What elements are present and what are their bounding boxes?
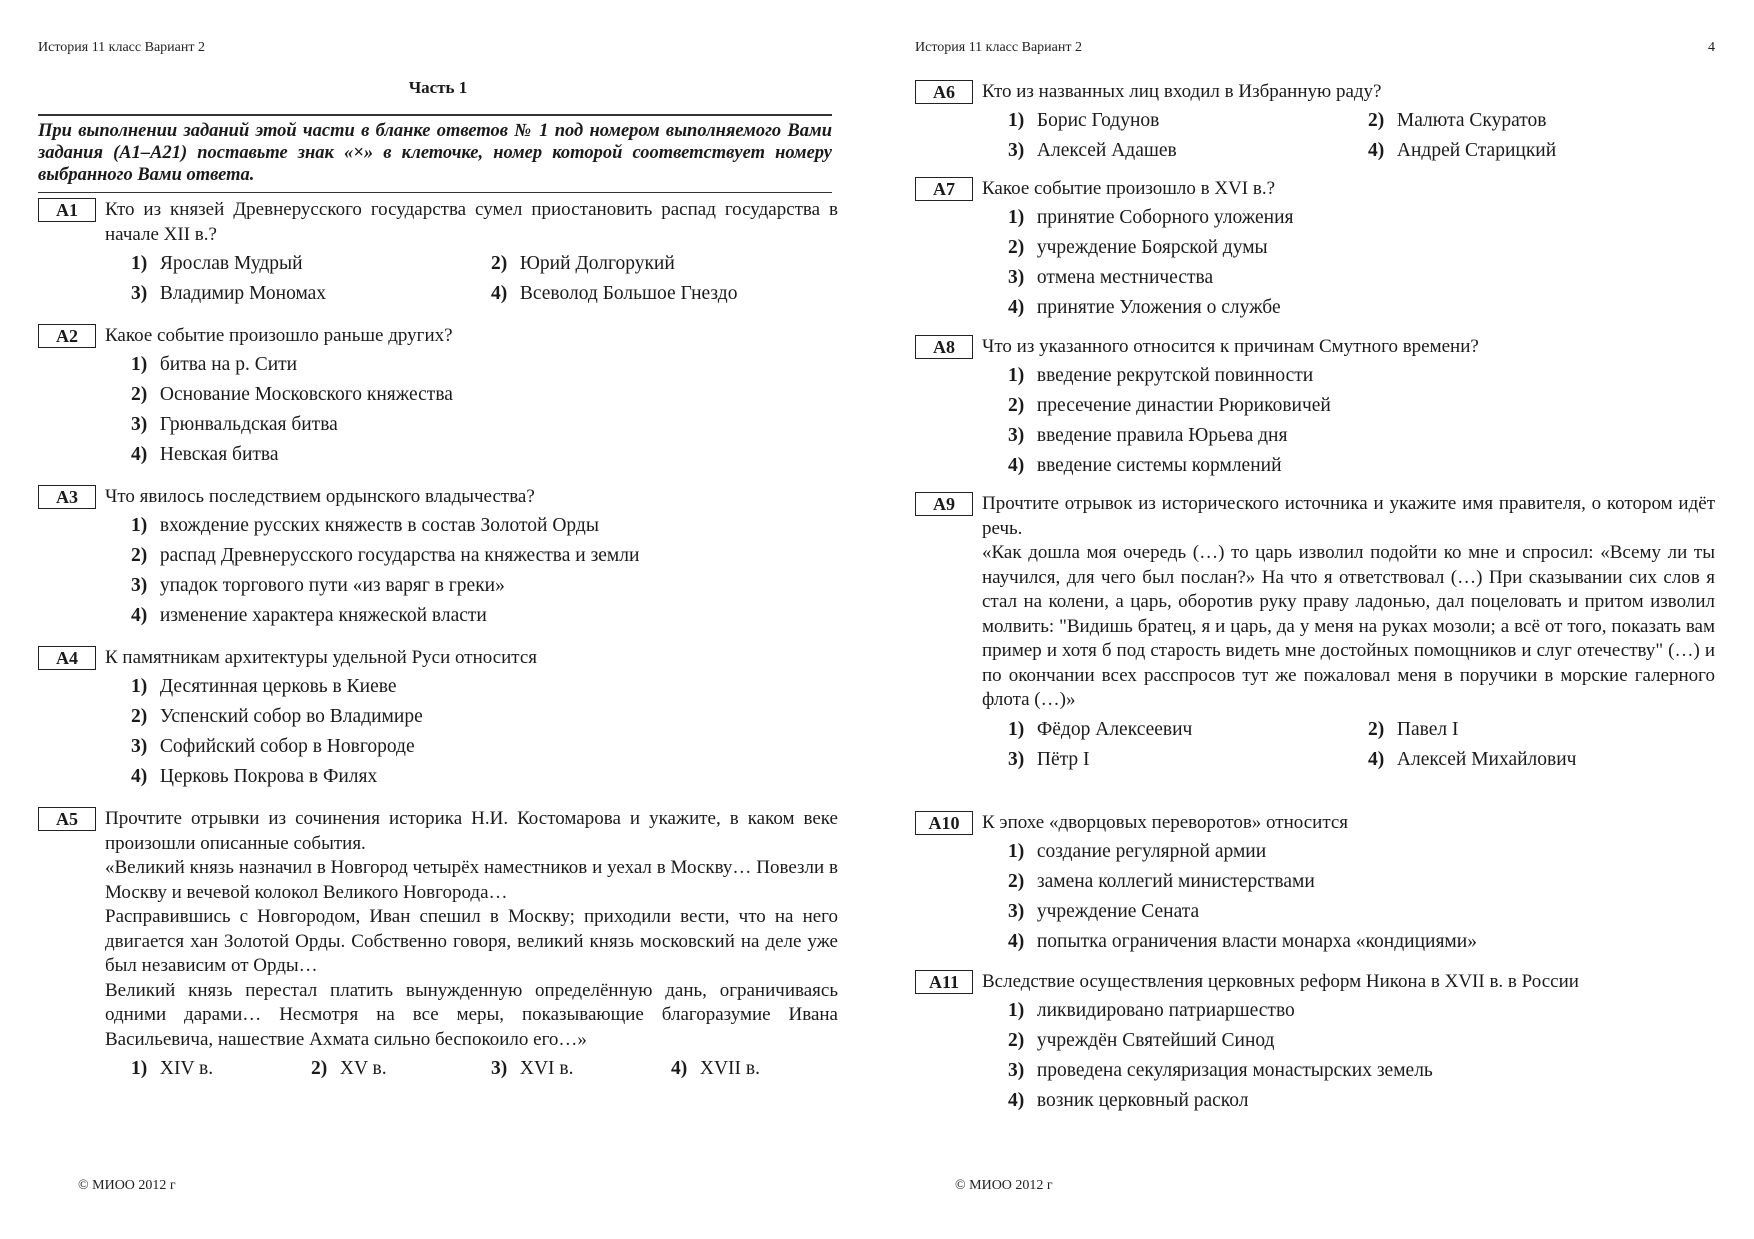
answer-options [1008, 715, 1715, 775]
answer-option[interactable]: 4) Церковь Покрова в Филях [131, 766, 378, 787]
answer-option[interactable]: 4) XVII в. [671, 1058, 760, 1079]
answer-option[interactable]: 1) ликвидировано патриаршество [1008, 1000, 1295, 1021]
answer-option[interactable]: 2) XV в. [311, 1058, 387, 1079]
passage-paragraph: «Великий князь назначил в Новгород четырёх наместников и уехал в Москву… Повезли в Москву и вечевой колокол Великого Новгорода… [105, 857, 838, 903]
question-a3 [38, 484, 838, 631]
question-text: Прочтите отрывки из сочинения историка Н.И. Костомарова и укажите, в каком веке произошли описанные события. [105, 808, 838, 854]
question-a1 [38, 197, 838, 309]
answer-options [1008, 996, 1715, 1116]
answer-options [131, 350, 838, 470]
answer-option[interactable]: 2) замена коллегий министерствами [1008, 871, 1315, 892]
answer-option[interactable]: 1) принятие Соборного уложения [1008, 207, 1294, 228]
question-number: A9 [915, 492, 973, 516]
copyright: © МИОО 2012 г [78, 1178, 176, 1193]
question-a11 [915, 969, 1715, 1116]
question-text: К памятникам архитектуры удельной Руси относится [105, 647, 538, 668]
question-text: Какое событие произошло в XVI в.? [982, 178, 1276, 199]
question-text: Что явилось последствием ордынского владычества? [105, 486, 535, 507]
running-head: История 11 класс Вариант 2 [38, 40, 205, 55]
answer-option[interactable]: 3) введение правила Юрьева дня [1008, 425, 1288, 446]
answer-options [131, 1054, 838, 1084]
answer-options [1008, 361, 1715, 481]
question-number: A4 [38, 646, 96, 670]
question-a9 [915, 491, 1715, 775]
passage-paragraph: Великий князь перестал платить вынужденную определённую дань, ограничиваясь одними дарами… Несмотря на все меры, показывающие благоразумие Ивана Васильевича, нашествие Ахмата сильно беспокоило его…» [105, 979, 838, 1050]
question-number: A5 [38, 807, 96, 831]
answer-option[interactable]: 1) Борис Годунов [1008, 110, 1160, 131]
question-number: A10 [915, 811, 973, 835]
question-text: Вследствие осуществления церковных реформ Никона в XVII в. в России [982, 971, 1579, 992]
answer-option[interactable]: 4) Алексей Михайлович [1368, 748, 1577, 770]
question-number: A11 [915, 970, 973, 994]
question-a4 [38, 645, 838, 792]
question-number: A8 [915, 335, 973, 359]
answer-options [1008, 837, 1715, 957]
answer-option[interactable]: 1) Фёдор Алексеевич [1008, 718, 1193, 740]
question-text: Кто из названных лиц входил в Избранную раду? [982, 81, 1382, 102]
answer-option[interactable]: 2) учреждён Святейший Синод [1008, 1030, 1275, 1051]
source-passage [105, 856, 838, 1052]
question-a2 [38, 323, 838, 470]
answer-option[interactable]: 3) учреждение Сената [1008, 901, 1200, 922]
question-number: A3 [38, 485, 96, 509]
answer-option[interactable]: 3) упадок торгового пути «из варяг в греки» [131, 575, 505, 596]
answer-options [131, 511, 838, 631]
question-a8 [915, 334, 1715, 481]
instructions: При выполнении заданий этой части в бланке ответов № 1 под номером выполняемого Вами задания (А1–А21) поставьте знак «×» в клеточке, номер которой соответствует номеру выбранного Вами ответа. [38, 114, 832, 193]
answer-option[interactable]: 1) введение рекрутской повинности [1008, 365, 1314, 386]
answer-option[interactable]: 1) битва на р. Сити [131, 354, 298, 375]
question-text: Какое событие произошло раньше других? [105, 325, 453, 346]
answer-option[interactable]: 3) Владимир Мономах [131, 283, 327, 304]
question-a6 [915, 79, 1715, 166]
answer-option[interactable]: 3) Софийский собор в Новгороде [131, 736, 415, 757]
question-text: К эпохе «дворцовых переворотов» относится [982, 812, 1349, 833]
answer-option[interactable]: 4) введение системы кормлений [1008, 455, 1282, 476]
answer-options [1008, 203, 1715, 323]
question-text: Кто из князей Древнерусского государства сумел приостановить распад государства в начале XII в.? [105, 199, 838, 245]
answer-option[interactable]: 3) отмена местничества [1008, 267, 1214, 288]
answer-option[interactable]: 2) учреждение Боярской думы [1008, 237, 1268, 258]
answer-option[interactable]: 1) вхождение русских княжеств в состав Золотой Орды [131, 515, 599, 536]
passage-paragraph: Расправившись с Новгородом, Иван спешил в Москву; приходили вести, что на него двигается хан Золотой Орды. Собственно говоря, великий князь московский на деле уже был независим от Орды… [105, 906, 838, 976]
answer-options [1008, 106, 1715, 166]
page-number: 4 [1708, 40, 1715, 55]
answer-option[interactable]: 3) проведена секуляризация монастырских земель [1008, 1060, 1433, 1081]
answer-option[interactable]: 4) изменение характера княжеской власти [131, 605, 487, 626]
answer-option[interactable]: 2) Павел I [1368, 718, 1459, 740]
answer-option[interactable]: 2) пресечение династии Рюриковичей [1008, 395, 1331, 416]
answer-option[interactable]: 4) Андрей Старицкий [1368, 140, 1557, 161]
answer-option[interactable]: 2) Малюта Скуратов [1368, 110, 1547, 131]
answer-option[interactable]: 1) Десятинная церковь в Киеве [131, 676, 397, 697]
answer-option[interactable]: 2) Успенский собор во Владимире [131, 706, 423, 727]
answer-option[interactable]: 4) возник церковный раскол [1008, 1090, 1249, 1111]
part-title: Часть 1 [408, 78, 468, 97]
running-head: История 11 класс Вариант 2 [915, 40, 1082, 55]
answer-option[interactable]: 1) XIV в. [131, 1058, 214, 1079]
answer-option[interactable]: 3) XVI в. [491, 1058, 574, 1079]
answer-option[interactable]: 3) Пётр I [1008, 748, 1090, 770]
source-passage [982, 541, 1715, 713]
answer-option[interactable]: 3) Алексей Адашев [1008, 140, 1177, 161]
answer-option[interactable]: 3) Грюнвальдская битва [131, 414, 338, 435]
copyright: © МИОО 2012 г [955, 1178, 1053, 1193]
question-text: Что из указанного относится к причинам Смутного времени? [982, 336, 1479, 357]
answer-option[interactable]: 4) Всеволод Большое Гнездо [491, 283, 738, 304]
answer-options [131, 249, 838, 309]
answer-option[interactable]: 2) распад Древнерусского государства на княжества и земли [131, 545, 640, 566]
answer-option[interactable]: 2) Юрий Долгорукий [491, 253, 675, 274]
question-number: A6 [915, 80, 973, 104]
question-a5 [38, 806, 838, 1084]
passage-paragraph: «Как дошла моя очередь (…) то царь изволил подойти ко мне и спросил: «Всему ли ты научился, для чего был послан?» На что я ответствовал (…) При сказывании сих слов я стал на колени, а царь, оборотив руку праву ладонью, дал поцеловать и притом изволил молвить: "Видишь братец, я и царь, да у меня на руках мозоли; а всё от того, показать вам пример и хотя б под старость видеть мне достойных помощников и слуг отечеству" (…) и по окончании всех расспросов тут же пожаловал меня в поручики в морские галерного флота (…)» [982, 542, 1715, 710]
answer-option[interactable]: 4) Невская битва [131, 444, 279, 465]
answer-option[interactable]: 4) принятие Уложения о службе [1008, 297, 1281, 318]
question-a7 [915, 176, 1715, 323]
question-a10 [915, 810, 1715, 957]
answer-option[interactable]: 4) попытка ограничения власти монарха «кондициями» [1008, 931, 1477, 952]
question-number: A7 [915, 177, 973, 201]
question-text: Прочтите отрывок из исторического источника и укажите имя правителя, о котором идёт речь. [982, 493, 1715, 539]
answer-option[interactable]: 1) Ярослав Мудрый [131, 253, 303, 274]
answer-option[interactable]: 2) Основание Московского княжества [131, 384, 453, 405]
answer-options [131, 672, 838, 792]
answer-option[interactable]: 1) создание регулярной армии [1008, 841, 1267, 862]
question-number: A1 [38, 198, 96, 222]
question-number: A2 [38, 324, 96, 348]
